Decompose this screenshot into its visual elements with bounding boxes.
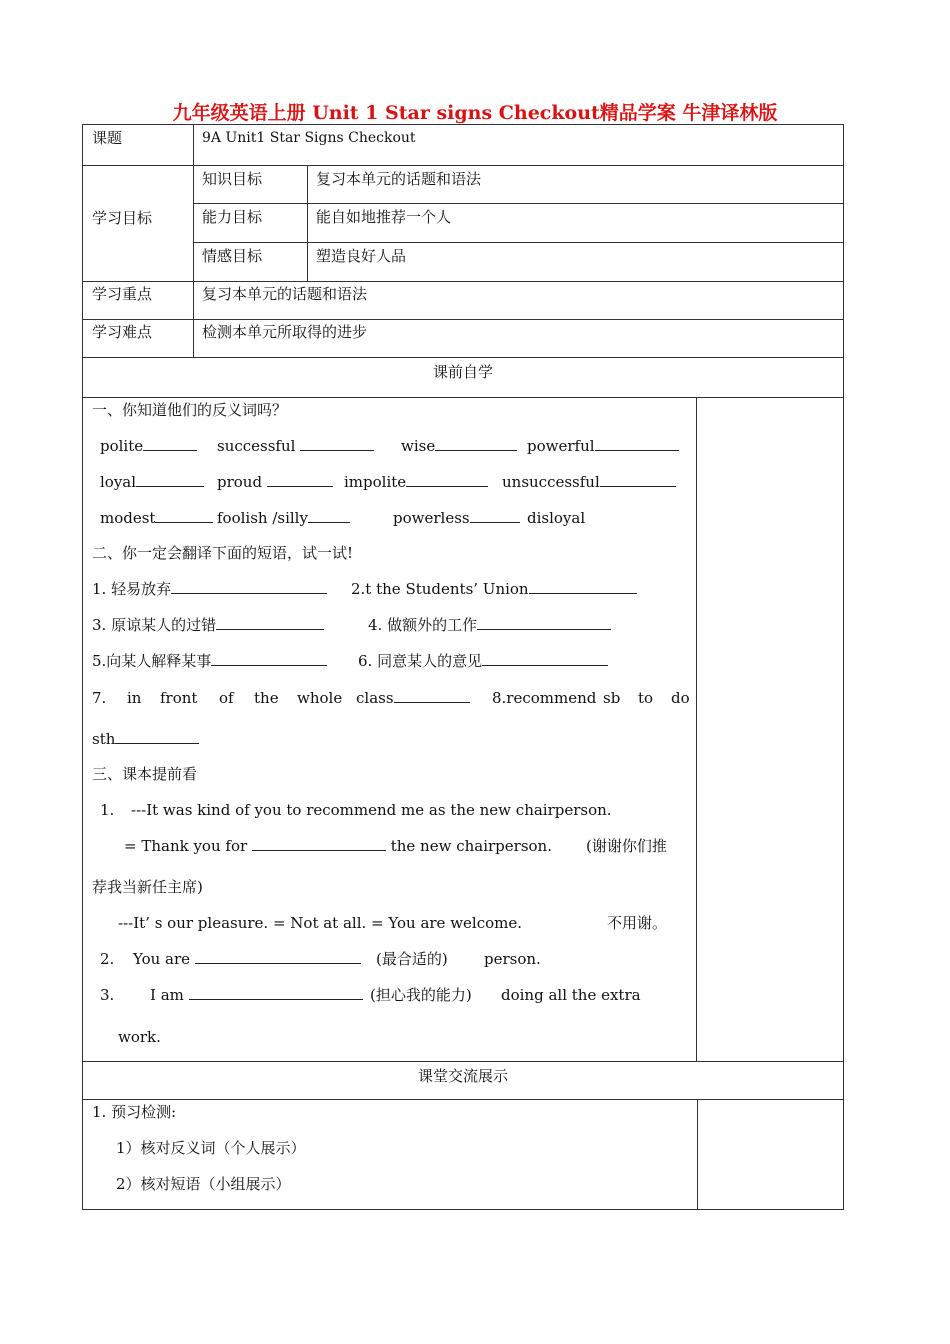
difficulty-label: 学习难点 bbox=[92, 323, 153, 341]
row-divider bbox=[82, 397, 844, 398]
phrase-7-word: class bbox=[356, 688, 470, 708]
class-item-1a: 1）核对反义词（个人展示） bbox=[116, 1139, 306, 1157]
focus-value: 复习本单元的话题和语法 bbox=[202, 285, 368, 303]
sentence-2-num: 2. bbox=[100, 950, 115, 968]
row-divider bbox=[82, 319, 844, 320]
antonym-item: modest bbox=[100, 508, 213, 528]
row-divider bbox=[82, 1061, 844, 1062]
goal-ability-value: 能自如地推荐一个人 bbox=[316, 208, 452, 226]
phrase-item: 3. 原谅某人的过错 bbox=[92, 615, 324, 635]
goal-knowledge-label: 知识目标 bbox=[202, 170, 263, 188]
focus-label: 学习重点 bbox=[92, 285, 153, 303]
sentence-2-cn: (最合适的) bbox=[376, 950, 448, 968]
topic-value: 9A Unit1 Star Signs Checkout bbox=[202, 130, 416, 146]
q1-title: 一、你知道他们的反义词吗？ bbox=[92, 401, 288, 419]
antonym-item: impolite bbox=[344, 472, 488, 492]
goal-ability-label: 能力目标 bbox=[202, 208, 263, 226]
col-divider bbox=[307, 165, 308, 281]
phrase-8-cont: sth bbox=[92, 729, 199, 749]
row-divider bbox=[82, 165, 844, 166]
sentence-1-b: = Thank you for the new chairperson. bbox=[124, 837, 552, 855]
antonym-item: powerless bbox=[393, 508, 520, 528]
class-item-1b: 2）核对短语（小组展示） bbox=[116, 1175, 291, 1193]
phrase-item: 2.t the Students’ Union bbox=[351, 579, 637, 599]
section-preclass-header: 课前自学 bbox=[432, 363, 493, 381]
phrase-7-word: in bbox=[127, 689, 142, 707]
col-divider bbox=[697, 1099, 698, 1210]
class-item-1: 1. 预习检测: bbox=[92, 1103, 177, 1121]
sentence-3-num: 3. bbox=[100, 986, 115, 1004]
col-divider bbox=[696, 397, 697, 1061]
q2-title: 二、你一定会翻译下面的短语，试一试! bbox=[92, 544, 354, 562]
antonym-item: loyal bbox=[100, 472, 204, 492]
sentence-3-cn: (担心我的能力) bbox=[370, 986, 472, 1004]
phrase-8-word: to bbox=[638, 689, 654, 707]
row-divider bbox=[193, 203, 844, 204]
antonym-item: polite bbox=[100, 436, 197, 456]
goal-emotion-value: 塑造良好人品 bbox=[316, 247, 407, 265]
sentence-2: You are bbox=[133, 949, 361, 969]
phrase-8-word: 8.recommend bbox=[492, 689, 597, 707]
col-divider bbox=[193, 124, 194, 357]
goals-label: 学习目标 bbox=[92, 209, 153, 227]
sentence-1-a: ---It was kind of you to recommend me as the new chairperson. bbox=[131, 801, 612, 819]
sentence-2-post: person. bbox=[484, 950, 541, 968]
q3-title: 三、课本提前看 bbox=[92, 765, 198, 783]
phrase-8-word: do bbox=[671, 689, 690, 707]
antonym-item: powerful bbox=[527, 436, 679, 456]
row-divider bbox=[82, 1099, 844, 1100]
phrase-item: 6. 同意某人的意见 bbox=[358, 651, 608, 671]
antonym-item: foolish /silly bbox=[217, 508, 350, 528]
goal-knowledge-value: 复习本单元的话题和语法 bbox=[316, 170, 482, 188]
antonym-item: disloyal bbox=[527, 509, 586, 527]
sentence-3-cont: work. bbox=[118, 1028, 161, 1046]
topic-label: 课题 bbox=[92, 129, 123, 147]
sentence-1-b-cn: (谢谢你们推 bbox=[586, 837, 667, 855]
phrase-item: 4. 做额外的工作 bbox=[368, 615, 611, 635]
phrase-7-word: the bbox=[254, 689, 279, 707]
antonym-item: proud bbox=[217, 472, 333, 492]
phrase-7-word: of bbox=[219, 689, 234, 707]
difficulty-value: 检测本单元所取得的进步 bbox=[202, 323, 368, 341]
sentence-1-c-cn: 不用谢。 bbox=[607, 914, 668, 932]
sentence-1-c: ---It’ s our pleasure. = Not at all. = You are welcome. bbox=[118, 914, 523, 932]
section-class-header: 课堂交流展示 bbox=[417, 1067, 508, 1085]
document-title: 九年级英语上册 Unit 1 Star signs Checkout精品学案 牛津译林版 bbox=[172, 102, 778, 124]
sentence-3-post: doing all the extra bbox=[501, 986, 641, 1004]
row-divider bbox=[193, 242, 844, 243]
antonym-item: successful bbox=[217, 436, 374, 456]
phrase-7-word: whole bbox=[297, 689, 343, 707]
sentence-1-num: 1. bbox=[100, 801, 115, 819]
row-divider bbox=[82, 281, 844, 282]
phrase-8-word: sb bbox=[603, 689, 621, 707]
antonym-item: wise bbox=[401, 436, 517, 456]
phrase-item: 1. 轻易放弃 bbox=[92, 579, 327, 599]
row-divider bbox=[82, 357, 844, 358]
phrase-item: 5.向某人解释某事 bbox=[92, 651, 327, 671]
sentence-1-b-cn2: 荐我当新任主席) bbox=[92, 878, 203, 896]
phrase-7-word: front bbox=[160, 689, 198, 707]
antonym-item: unsuccessful bbox=[502, 472, 676, 492]
sentence-3: I am bbox=[150, 985, 363, 1005]
goal-emotion-label: 情感目标 bbox=[202, 247, 263, 265]
phrase-7-word: 7. bbox=[92, 689, 107, 707]
